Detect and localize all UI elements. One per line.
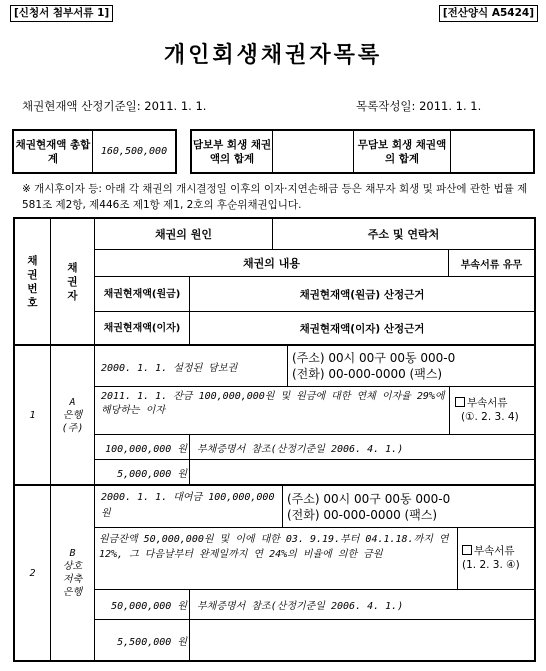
creditor-table <box>13 217 536 662</box>
row1-phone: (전화) 00-000-0000 (팩스) <box>292 367 443 381</box>
row1-content: 2011. 1. 1. 잔금 100,000,000원 및 원금에 대한 연체 이자율 29%에 해당하는 이자 <box>101 391 445 416</box>
header-interest: 채권현재액(이자) <box>103 322 181 334</box>
row2-creditor <box>51 486 94 660</box>
row2-interest: 5,500,000 원 <box>117 636 187 648</box>
row1-creditor <box>51 346 94 484</box>
row2-attachments <box>462 544 534 572</box>
row1-attach-items: (①. 2. 3. 4) <box>461 411 519 423</box>
total-value: 160,500,000 <box>100 146 168 157</box>
row1-interest-basis <box>197 460 527 484</box>
list-date: 목록작성일: 2011. 1. 1. <box>356 99 482 113</box>
header-cause: 채권의 원인 <box>155 228 212 241</box>
row1-address: (주소) 00시 00구 00동 000-0 <box>292 351 456 365</box>
row1-attachments <box>455 396 533 424</box>
form-code-label: [전산양식 A5424] <box>439 5 538 22</box>
row1-attach-label: 부속서류 <box>467 397 508 409</box>
note-text: ※ 개시후이자 등: 아래 각 채권의 개시결정일 이후의 이자·지연손해금 등은 채무자 회생 및 파산에 관한 법률 제581조 제2항, 제446조 제1항 제1, 2호의 후순위채권입니다. <box>22 183 528 211</box>
row2-cause: 2000. 1. 1. 대여금 100,000,000원 <box>101 492 275 519</box>
secured-value <box>273 131 353 172</box>
row2-attach-label: 부속서류 <box>474 545 515 557</box>
secured-label: 담보부 회생 채권액의 합계 <box>192 138 272 165</box>
row2-creditor-name: 상호저축은행 <box>62 561 83 598</box>
row2-content: 원금잔액 50,000,000원 및 이에 대한 03. 9.19.부터 04.1.18.까지 연12%, 그 다음날부터 완제일까지 연 24%의 비율에 의한 금원 <box>99 534 449 560</box>
row1-creditor-mark: A <box>69 396 76 408</box>
row1-contact <box>292 350 532 382</box>
row1-number: 1 <box>29 409 36 421</box>
header-attachments: 부속서류 유무 <box>460 259 523 271</box>
header-principal-basis: 채권현재액(원금) 산정근거 <box>299 288 425 301</box>
row2-principal-basis: 부채증명서 참조(산정기준일 2006. 4. 1.) <box>197 601 404 612</box>
row1-interest: 5,000,000 원 <box>117 468 187 480</box>
base-date: 채권현재액 산정기준일: 2011. 1. 1. <box>22 99 207 113</box>
row2-principal: 50,000,000 원 <box>111 601 187 612</box>
header-number: 채권번호 <box>27 254 38 309</box>
row2-creditor-mark: B <box>69 548 76 559</box>
row1-principal: 100,000,000 원 <box>105 443 187 455</box>
row1-attach-checkbox[interactable] <box>455 397 465 407</box>
unsecured-value <box>451 131 533 172</box>
total-box <box>12 129 177 174</box>
row2-phone: (전화) 00-000-0000 (팩스) <box>287 508 438 522</box>
header-principal: 채권현재액(원금) <box>103 288 181 300</box>
page-title: 개인회생채권자목록 <box>163 43 383 68</box>
row1-creditor-name: 은행(주) <box>61 409 84 434</box>
total-label: 채권현재액 총합계 <box>15 138 91 165</box>
row2-number: 2 <box>29 567 36 579</box>
header-interest-basis: 채권현재액(이자) 산정근거 <box>299 322 425 335</box>
row2-attach-items: (1. 2. 3. ④) <box>462 559 520 571</box>
row1-cause: 2000. 1. 1. 설정된 담보권 <box>101 362 238 374</box>
secured-box <box>190 129 535 174</box>
header-address: 주소 및 연락처 <box>367 228 440 241</box>
row2-interest-basis <box>197 620 527 660</box>
unsecured-label: 무담보 회생 채권액의 합계 <box>357 138 447 165</box>
row2-address: (주소) 00시 00구 00동 000-0 <box>287 492 451 506</box>
row1-principal-basis: 부채증명서 참조(산정기준일 2006. 4. 1.) <box>197 443 404 455</box>
header-content: 채권의 내용 <box>243 257 300 270</box>
row2-attach-checkbox[interactable] <box>462 545 472 555</box>
attachment-label: [신청서 첨부서류 1] <box>10 5 113 22</box>
header-creditor: 채권자 <box>67 261 78 302</box>
row2-contact <box>287 491 531 523</box>
